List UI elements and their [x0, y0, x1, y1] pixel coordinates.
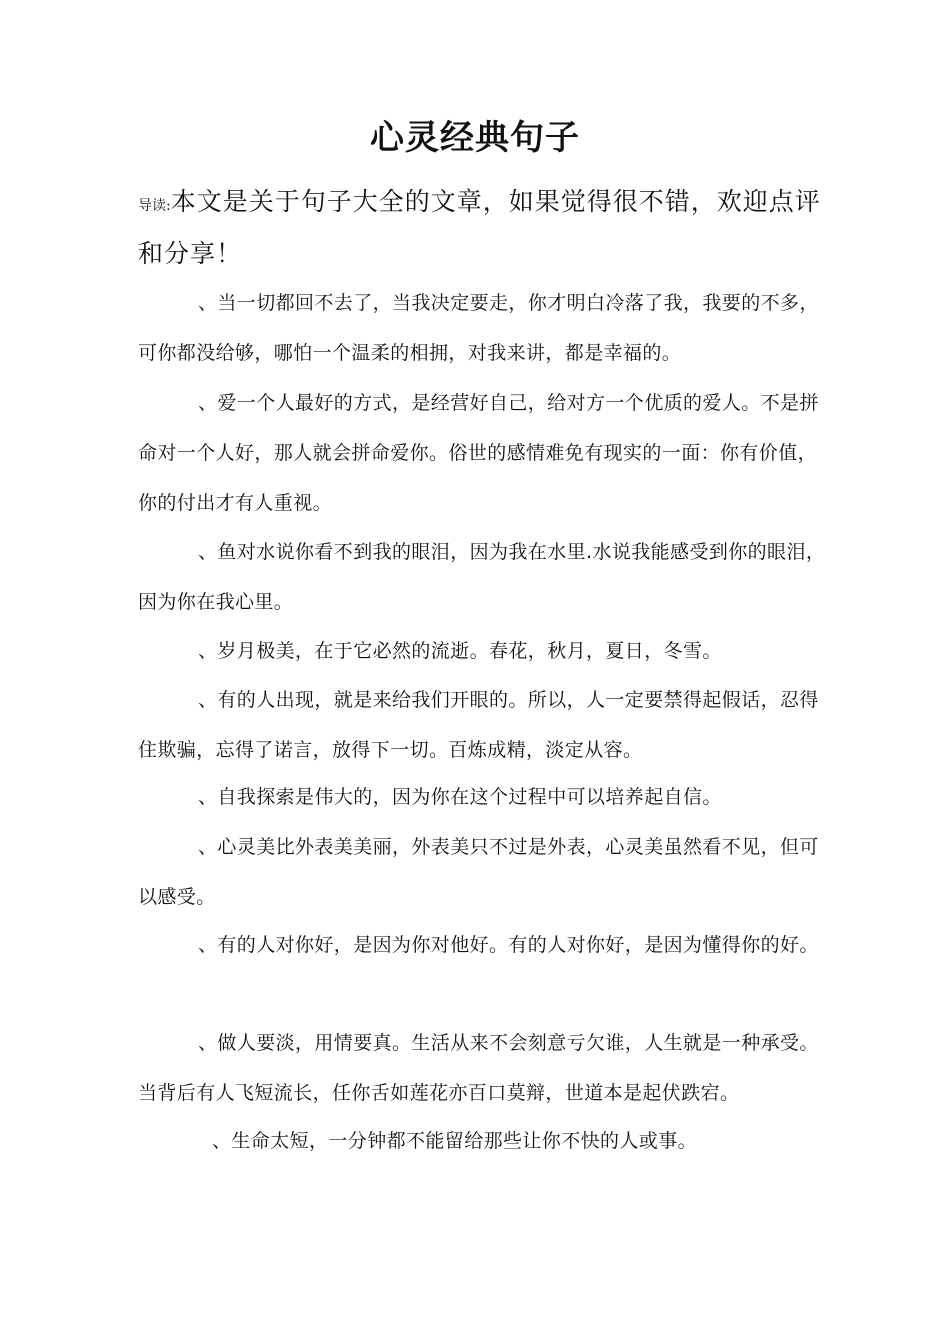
paragraph-6: 、自我探索是伟大的，因为你在这个过程中可以培养起自信。: [198, 786, 722, 808]
paragraph-10: 、生命太短，一分钟都不能留给那些让你不快的人或事。: [212, 1130, 698, 1152]
paragraph-1: 、当一切都回不去了，当我决定要走，你才明白冷落了我，我要的不多，可你都没给够，哪怕一个温柔的相拥，对我来讲，都是幸福的。: [138, 292, 819, 364]
paragraph-3: 、鱼对水说你看不到我的眼泪，因为我在水里.水说我能感受到你的眼泪，因为你在我心里。: [138, 541, 826, 613]
intro-text: 本文是关于句子大全的文章，如果觉得很不错，欢迎点评和分享！: [138, 187, 821, 268]
paragraph-9: 、做人要淡，用情要真。生活从来不会刻意亏欠谁，人生就是一种承受。当背后有人飞短流长，任你舌如莲花亦百口莫辩，世道本是起伏跌宕。: [138, 1032, 819, 1104]
paragraph-4: 、岁月极美，在于它必然的流逝。春花，秋月，夏日，冬雪。: [198, 640, 722, 662]
intro: [138, 178, 828, 278]
paragraph-8: 、有的人对你好，是因为你对他好。有的人对你好，是因为懂得你的好。: [198, 934, 819, 956]
intro-label: 导读:: [138, 198, 171, 214]
paragraph-7: 、心灵美比外表美美丽，外表美只不过是外表，心灵美虽然看不见，但可以感受。: [138, 836, 819, 908]
paragraph-2: 、爱一个人最好的方式，是经营好自己，给对方一个优质的爱人。不是拼命对一个人好，那人就会拼命爱你。俗世的感情难免有现实的一面：你有价值，你的付出才有人重视。: [138, 392, 819, 514]
document-title: 心灵经典句子: [370, 118, 580, 158]
paragraph-5: 、有的人出现，就是来给我们开眼的。所以，人一定要禁得起假话，忍得住欺骗，忘得了诺言，放得下一切。百炼成精，淡定从容。: [138, 689, 819, 761]
